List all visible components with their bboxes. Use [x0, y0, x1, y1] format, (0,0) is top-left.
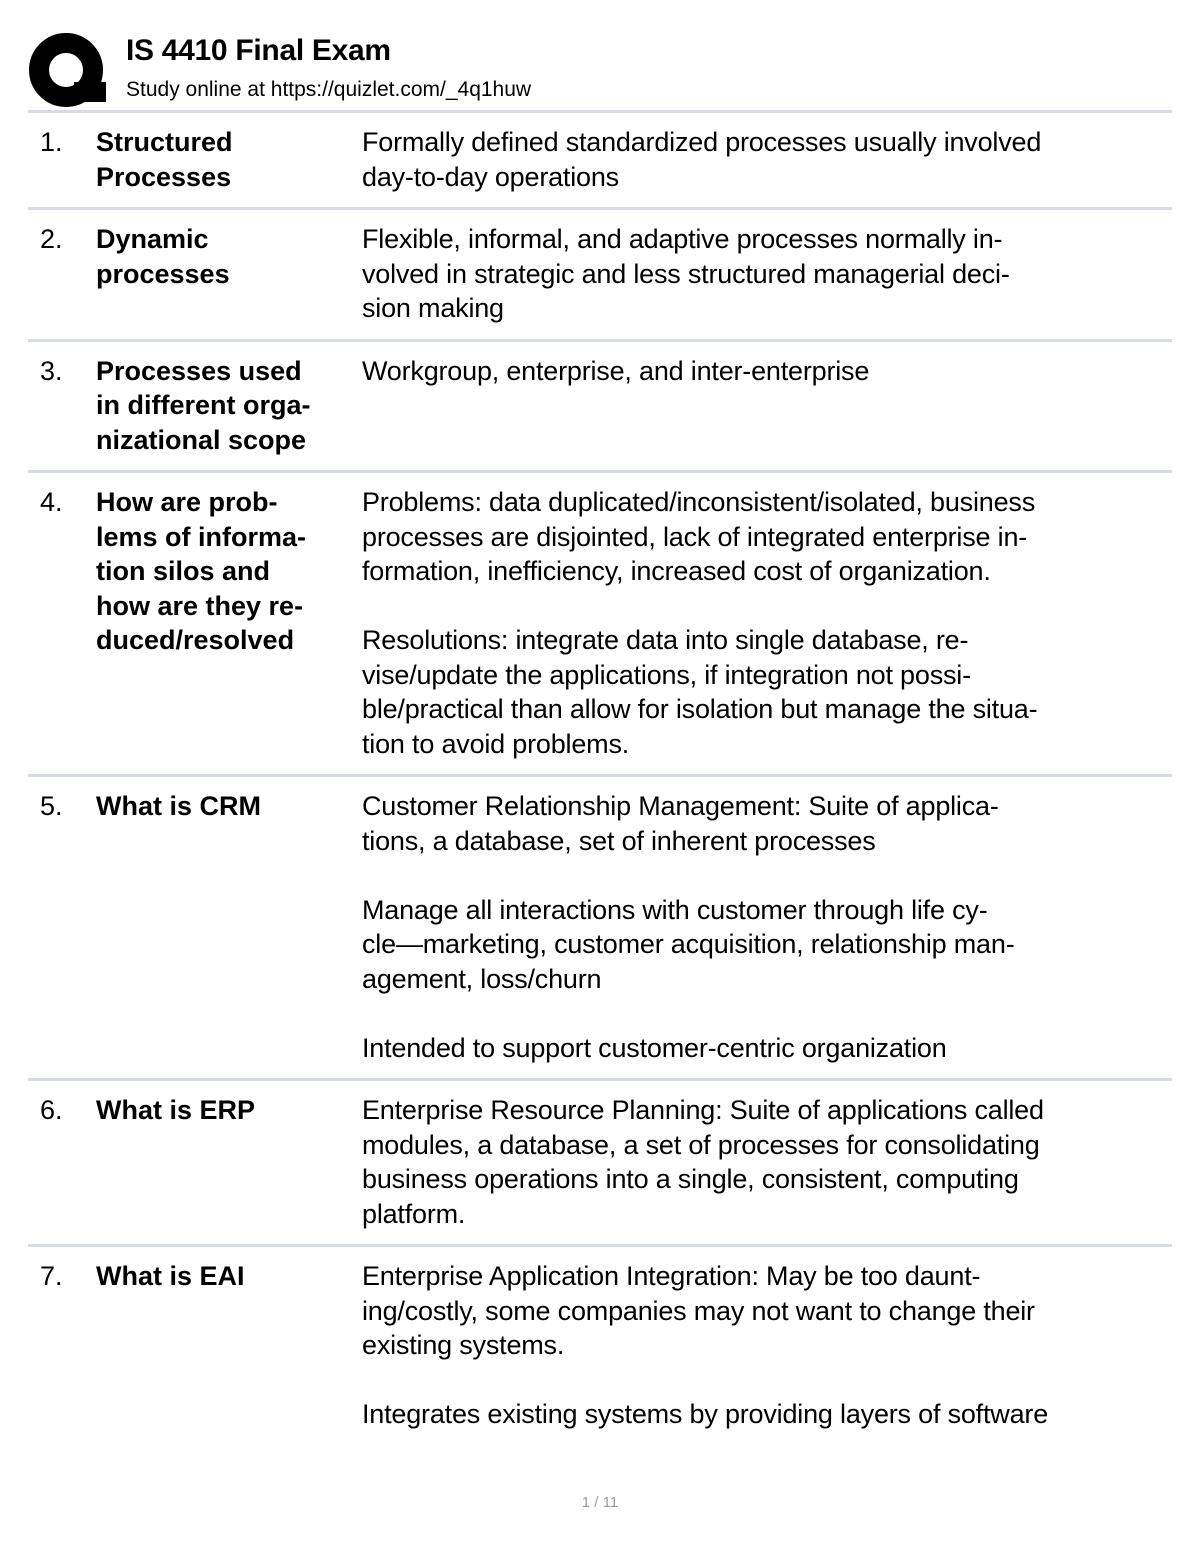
term-line: What is EAI: [96, 1261, 245, 1291]
definition-paragraph: Enterprise Resource Planning: Suite of applications called modules, a database, a set of processes for consolidating business operations into a single, consistent, computing platform.: [362, 1095, 1044, 1229]
card-number: 3.: [40, 355, 63, 386]
card-term: [96, 485, 362, 761]
card-definition: [362, 485, 1172, 761]
card-number: 4.: [40, 487, 63, 517]
card-number: 6.: [40, 1095, 63, 1125]
term-line: Dynamic: [96, 224, 209, 254]
definition-paragraph: Resolutions: integrate data into single database, re- vise/update the applications, if integration not possi- ble/practical than allow for isolation but manage the situa- tion to avoid problems.: [362, 625, 1038, 759]
flashcard-list: [28, 110, 1172, 1445]
definition-paragraph: Formally defined standardized processes usually involved day-to-day operations: [362, 127, 1042, 192]
card-definition: [362, 354, 1172, 458]
card-number: 1.: [40, 127, 63, 157]
term-line: how are they re-: [96, 590, 304, 621]
definition-paragraph: Manage all interactions with customer through life cy- cle—marketing, customer acquisition, relationship man- agement, loss/churn: [362, 894, 1015, 994]
term-line: nizational scope: [96, 424, 307, 455]
definition-paragraph: Customer Relationship Management: Suite of applica- tions, a database, set of inherent processes: [362, 791, 999, 856]
definition-paragraph: Workgroup, enterprise, and inter-enterprise: [362, 355, 870, 386]
card-term: [96, 354, 362, 458]
term-line: Processes used: [96, 355, 302, 386]
study-link-text: Study online at https://quizlet.com/_4q1huw: [126, 78, 532, 101]
term-line: What is CRM: [96, 791, 261, 821]
card-definition: [362, 1093, 1172, 1231]
card-definition: [362, 222, 1172, 326]
card-term: [96, 222, 362, 326]
page-number: 1 / 11: [581, 1494, 619, 1511]
term-line: Processes: [96, 161, 232, 192]
term-line: lems of informa-: [96, 521, 307, 552]
card-definition: [362, 125, 1172, 194]
term-line: tion silos and: [96, 556, 271, 586]
card-number: 5.: [40, 791, 63, 821]
flashcard-row: [28, 339, 1172, 471]
card-definition: [362, 1259, 1172, 1432]
term-line: duced/resolved: [96, 625, 295, 655]
card-term: [96, 1093, 362, 1231]
flashcard-row: [28, 207, 1172, 339]
term-line: in different orga-: [96, 390, 311, 420]
term-line: processes: [96, 258, 230, 289]
definition-paragraph: Flexible, informal, and adaptive processes normally in- volved in strategic and less structured managerial deci- sion making: [362, 224, 1010, 323]
card-number: 2.: [40, 224, 63, 254]
definition-paragraph: Integrates existing systems by providing layers of software: [362, 1399, 1049, 1429]
definition-paragraph: Intended to support customer-centric organization: [362, 1032, 947, 1063]
definition-paragraph: Problems: data duplicated/inconsistent/isolated, business processes are disjointed, lack of integrated enterprise in- formation, inefficiency, increased cost of organization.: [362, 487, 1036, 586]
card-number: 7.: [40, 1261, 63, 1291]
term-line: Structured: [96, 127, 233, 157]
term-line: How are prob-: [96, 487, 278, 517]
flashcard-row: [28, 1078, 1172, 1244]
quizlet-q-logo-icon: [28, 32, 108, 112]
term-line: What is ERP: [96, 1095, 256, 1125]
card-term: [96, 125, 362, 194]
definition-paragraph: Enterprise Application Integration: May be too daunt- ing/costly, some companies may not want to change their existing systems.: [362, 1261, 1035, 1360]
page-header: [28, 26, 1178, 110]
card-definition: [362, 789, 1172, 1065]
flashcard-row: [28, 470, 1172, 774]
document-title: IS 4410 Final Exam: [126, 34, 391, 67]
flashcard-row: [28, 1244, 1172, 1445]
flashcard-row: [28, 774, 1172, 1078]
flashcard-row: [28, 110, 1172, 207]
card-term: [96, 789, 362, 1065]
card-term: [96, 1259, 362, 1432]
